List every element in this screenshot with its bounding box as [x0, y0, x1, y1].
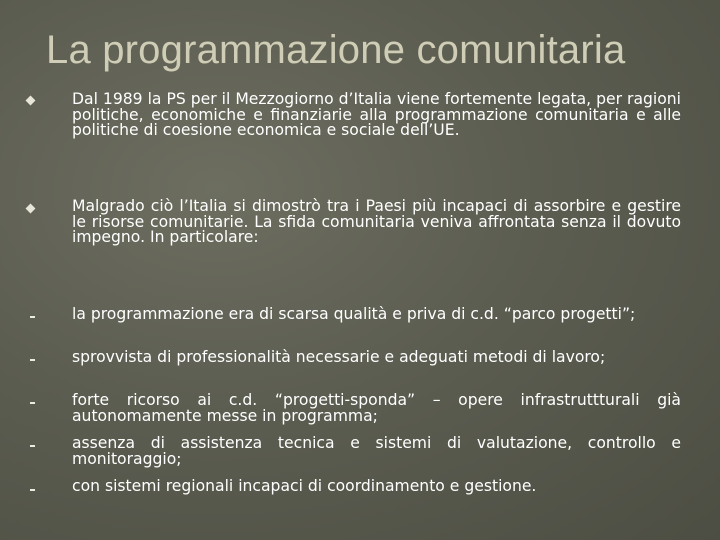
sub-bullet-dash-icon — [30, 402, 35, 404]
sub-item-text: forte ricorso ai c.d. “progetti-sponda” – opere infrastruttturali già autonomamente messe in programma; — [72, 391, 681, 425]
bullet-text: Dal 1989 la PS per il Mezzogiorno d’Italia viene fortemente legata, per ragioni politiche, economiche e finanziarie alla programmazione comunitaria e alle politiche di coesione economica e sociale dell’UE. — [72, 90, 681, 140]
sub-bullet-dash-icon — [30, 489, 35, 491]
sub-item-text: sprovvista di professionalità necessarie e adeguati metodi di lavoro; — [72, 348, 606, 366]
bullet-diamond-icon — [26, 204, 36, 214]
sub-bullet-dash-icon — [30, 359, 35, 361]
slide-title: La programmazione comunitaria — [46, 28, 626, 72]
sub-bullet-dash-icon — [30, 316, 35, 318]
sub-item-text: la programmazione era di scarsa qualità e priva di c.d. “parco progetti”; — [72, 305, 636, 323]
sub-item-text: assenza di assistenza tecnica e sistemi di valutazione, controllo e monitoraggio; — [72, 434, 681, 468]
bullet-text: Malgrado ciò l’Italia si dimostrò tra i Paesi più incapaci di assorbire e gestire le risorse comunitarie. La sfida comunitaria veniva affrontata senza il dovuto impegno. In particolare: — [72, 197, 681, 247]
bullet-diamond-icon — [26, 96, 36, 106]
sub-item-text: con sistemi regionali incapaci di coordinamento e gestione. — [72, 477, 537, 495]
sub-bullet-dash-icon — [30, 445, 35, 447]
